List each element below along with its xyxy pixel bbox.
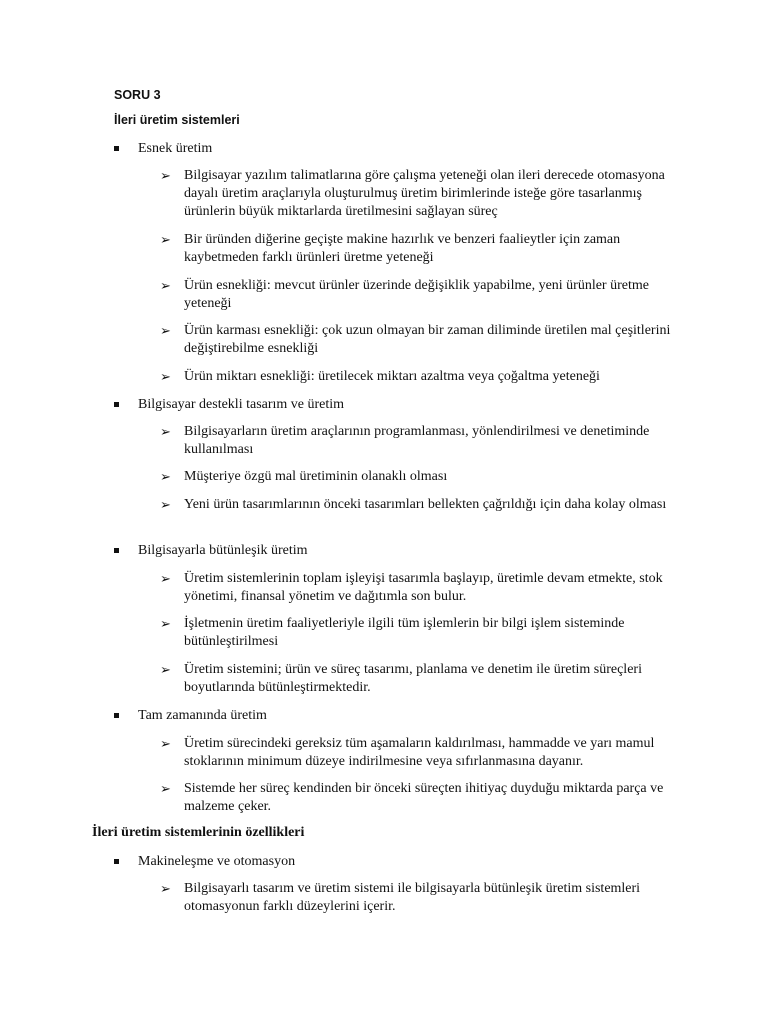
arrow-bullet-icon: ➢ [160,323,171,338]
sub-bullet-text: Yeni ürün tasarımlarının önceki tasarımları bellekten çağrıldığı için daha kolay olması [184,497,667,512]
bullet-title: Tam zamanında üretim [138,708,267,723]
sub-bullet-text: Bilgisayarların üretim araçlarının programlanması, yönlendirilmesi ve denetiminde kullanılması [184,424,650,457]
section-heading-features: İleri üretim sistemlerinin özellikleri [92,825,305,840]
arrow-bullet-icon: ➢ [160,469,171,484]
arrow-bullet-icon: ➢ [160,278,171,293]
sub-bullet-text: Bilgisayar yazılım talimatlarına göre çalışma yeteneği olan ileri derecede otomasyona dayalı üretim araçlarıyla oluşturulmuş üretim birimlerinde isteğe göre tasarlanmış ürünlerin büyük miktarlarda üretilmesini sağlayan süreç [184,168,665,219]
question-label: SORU 3 [114,88,161,102]
square-bullet-icon [114,713,119,718]
section-heading: İleri üretim sistemleri [114,113,240,127]
square-bullet-icon [114,402,119,407]
arrow-bullet-icon: ➢ [160,781,171,796]
sub-bullet-text: Ürün miktarı esnekliği: üretilecek miktarı azaltma veya çoğaltma yeteneği [184,369,600,384]
arrow-bullet-icon: ➢ [160,168,171,183]
sub-bullet-text: Müşteriye özgü mal üretiminin olanaklı olması [184,469,448,484]
bullet-title: Bilgisayarla bütünleşik üretim [138,543,308,558]
arrow-bullet-icon: ➢ [160,497,171,512]
arrow-bullet-icon: ➢ [160,232,171,247]
sub-bullet-text: İşletmenin üretim faaliyetleriyle ilgili tüm işlemlerin bir bilgi işlem sisteminde bütünleştirilmesi [184,616,625,649]
arrow-bullet-icon: ➢ [160,571,171,586]
sub-bullet-text: Üretim sürecindeki gereksiz tüm aşamaların kaldırılması, hammadde ve yarı mamul stoklarının minimum düzeye indirilmesine veya sıfırlanmasına dayanır. [184,736,655,769]
bullet-title: Esnek üretim [138,141,213,156]
arrow-bullet-icon: ➢ [160,736,171,751]
bullet-title: Makineleşme ve otomasyon [138,854,296,869]
sub-bullet-text: Bir üründen diğerine geçişte makine hazırlık ve benzeri faalieytler için zaman kaybetmeden farklı ürünleri üretme yeteneği [184,232,621,265]
square-bullet-icon [114,548,119,553]
square-bullet-icon [114,859,119,864]
bullet-title: Bilgisayar destekli tasarım ve üretim [138,397,345,412]
arrow-bullet-icon: ➢ [160,662,171,677]
sub-bullet-text: Sistemde her süreç kendinden bir önceki süreçten ihitiyaç duyduğu miktarda parça ve malzeme çeker. [184,781,664,814]
sub-bullet-text: Ürün karması esnekliği: çok uzun olmayan bir zaman diliminde üretilen mal çeşitlerini değiştirebilme esnekliği [184,323,671,356]
arrow-bullet-icon: ➢ [160,369,171,384]
arrow-bullet-icon: ➢ [160,616,171,631]
sub-bullet-text: Bilgisayarlı tasarım ve üretim sistemi ile bilgisayarla bütünleşik üretim sistemleri otomasyonun farklı düzeylerini içerir. [184,881,641,914]
arrow-bullet-icon: ➢ [160,881,171,896]
sub-bullet-text: Üretim sistemini; ürün ve süreç tasarımı, planlama ve denetim ile üretim süreçleri boyutlarında bütünleştirmektedir. [184,662,642,695]
sub-bullet-text: Üretim sistemlerinin toplam işleyişi tasarımla başlayıp, üretimle devam etmekte, stok yönetimi, finansal yönetim ve dağıtımla son bulur. [184,571,663,604]
arrow-bullet-icon: ➢ [160,424,171,439]
sub-bullet-text: Ürün esnekliği: mevcut ürünler üzerinde değişiklik yapabilme, yeni ürünler üretme yeteneği [184,278,649,311]
square-bullet-icon [114,146,119,151]
